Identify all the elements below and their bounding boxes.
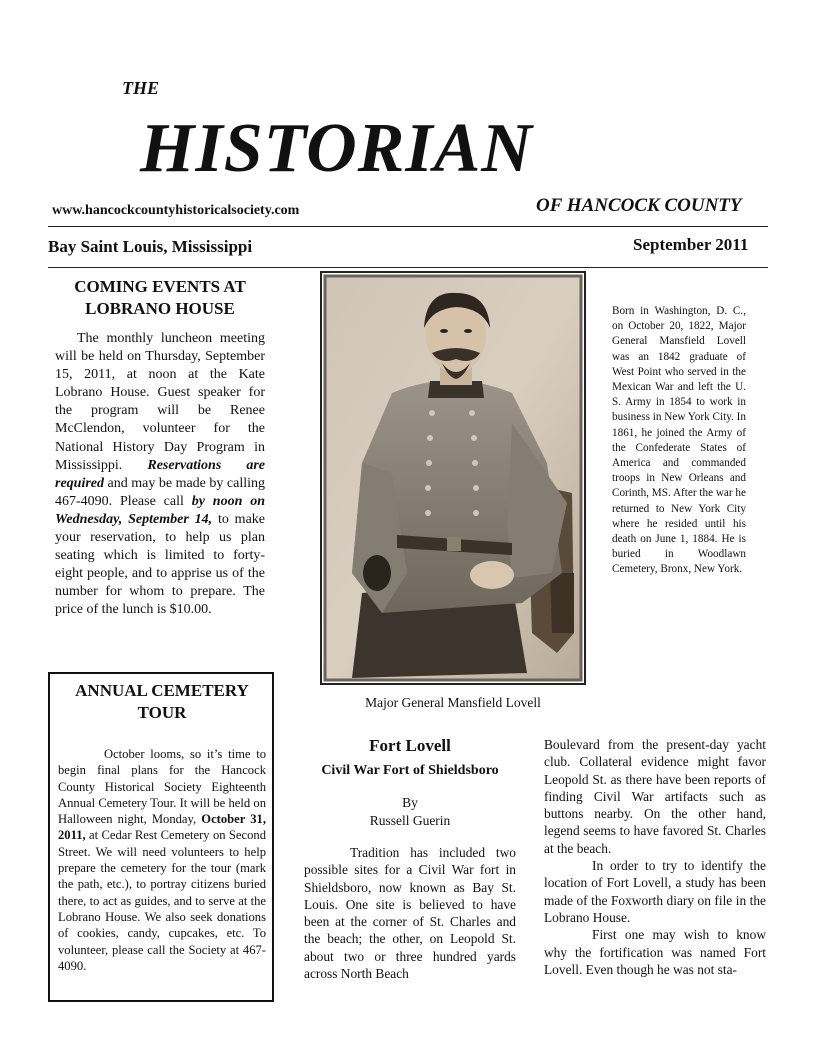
article-paragraph: First one may wish to know why the fortification was named Fort Lovell. Even though he was not sta- (544, 927, 766, 977)
newsletter-subtitle: OF HANCOCK COUNTY (536, 195, 742, 216)
issue-date: September 2011 (633, 235, 749, 254)
article-title: Fort Lovell (369, 736, 451, 755)
masthead-the: THE (122, 78, 160, 98)
events-section (55, 276, 265, 620)
article-body-col1: Tradition has included two possible sites for a Civil War fort in Shieldsboro, now known as Bay St. Louis. One site is believed to have been at the corner of St. Charles and the beach; the other, on Leopold St. about two or three hundred yards across North Beach (304, 845, 516, 982)
masthead-rule-top (48, 226, 768, 227)
photo-caption: Major General Mansfield Lovell (365, 695, 541, 710)
tour-heading: ANNUAL CEMETERY TOUR (75, 681, 249, 722)
portrait-image (322, 273, 584, 683)
website-link[interactable]: www.hancockcountyhistoricalsociety.com (52, 203, 300, 218)
fort-lovell-article (304, 736, 516, 982)
tour-body: October looms, so it’s time to begin final plans for the Hancock County Historical Society Eighteenth Annual Cemetery Tour. It will be held on Halloween night, Monday, October 31, 2011, at Cedar Rest Cemetery on Second Street. We will need volunteers to help prepare the cemetery for the tour (mark the path, etc.), to portray citizens buried there, to act as guides, and to serve at the Lobrano House. We also seek donations of cookies, candy, cupcakes, etc. To volunteer, please call the Society at 467-4090. (58, 747, 266, 973)
cemetery-tour-box (48, 672, 274, 1002)
masthead-rule-bottom (48, 267, 768, 268)
article-author: Russell Guerin (369, 813, 451, 828)
events-body: The monthly luncheon meeting will be held on Thursday, September 15, 2011, at noon at the Kate Lobrano House. Guest speaker for the program will be Renee McClendon, volunteer for the National History Day Program in Mississippi. Reservations are required and may be made by calling 467-4090. Please call by noon on Wednesday, September 14, to make your reservation, to help us plan seating which is limited to forty-eight people, and to apprise us of the number for whom to prepare. The price of the lunch is $10.00. (55, 331, 266, 618)
article-paragraph: Boulevard from the present-day yacht club. Collateral evidence might favor Leopold St. as there have been reports of finding Civil War artifacts such as buttons nearby. On the other hand, legend seems to have favored St. Charles at the beach. (544, 737, 766, 856)
article-subtitle: Civil War Fort of Shieldsboro (321, 763, 499, 778)
portrait-photo (320, 271, 586, 685)
article-paragraph: In order to try to identify the location of Fort Lovell, a study has been made of the Foxworth diary on file in the Lobrano House. (544, 858, 766, 925)
article-body-col2 (544, 736, 766, 978)
article-byline: By Russell Guerin (304, 794, 516, 830)
dateline-place: Bay Saint Louis, Mississippi (48, 237, 253, 256)
events-heading: COMING EVENTS AT LOBRANO HOUSE (74, 277, 246, 318)
newsletter-title: HISTORIAN (140, 110, 533, 187)
lovell-biography: Born in Washington, D. C., on October 20, 1822, Major General Mansfield Lovell was an 1842 graduate of West Point who served in the Mexican War and left the U. S. Army in 1854 to work in business in New York City. In 1861, he joined the Army of the Confederate States of America and commanded troops in New Orleans and Corinth, MS. After the war he returned to New York City where he resided until his death on June 1, 1884. He is buried in Woodlawn Cemetery, Bronx, New York. (612, 305, 746, 576)
